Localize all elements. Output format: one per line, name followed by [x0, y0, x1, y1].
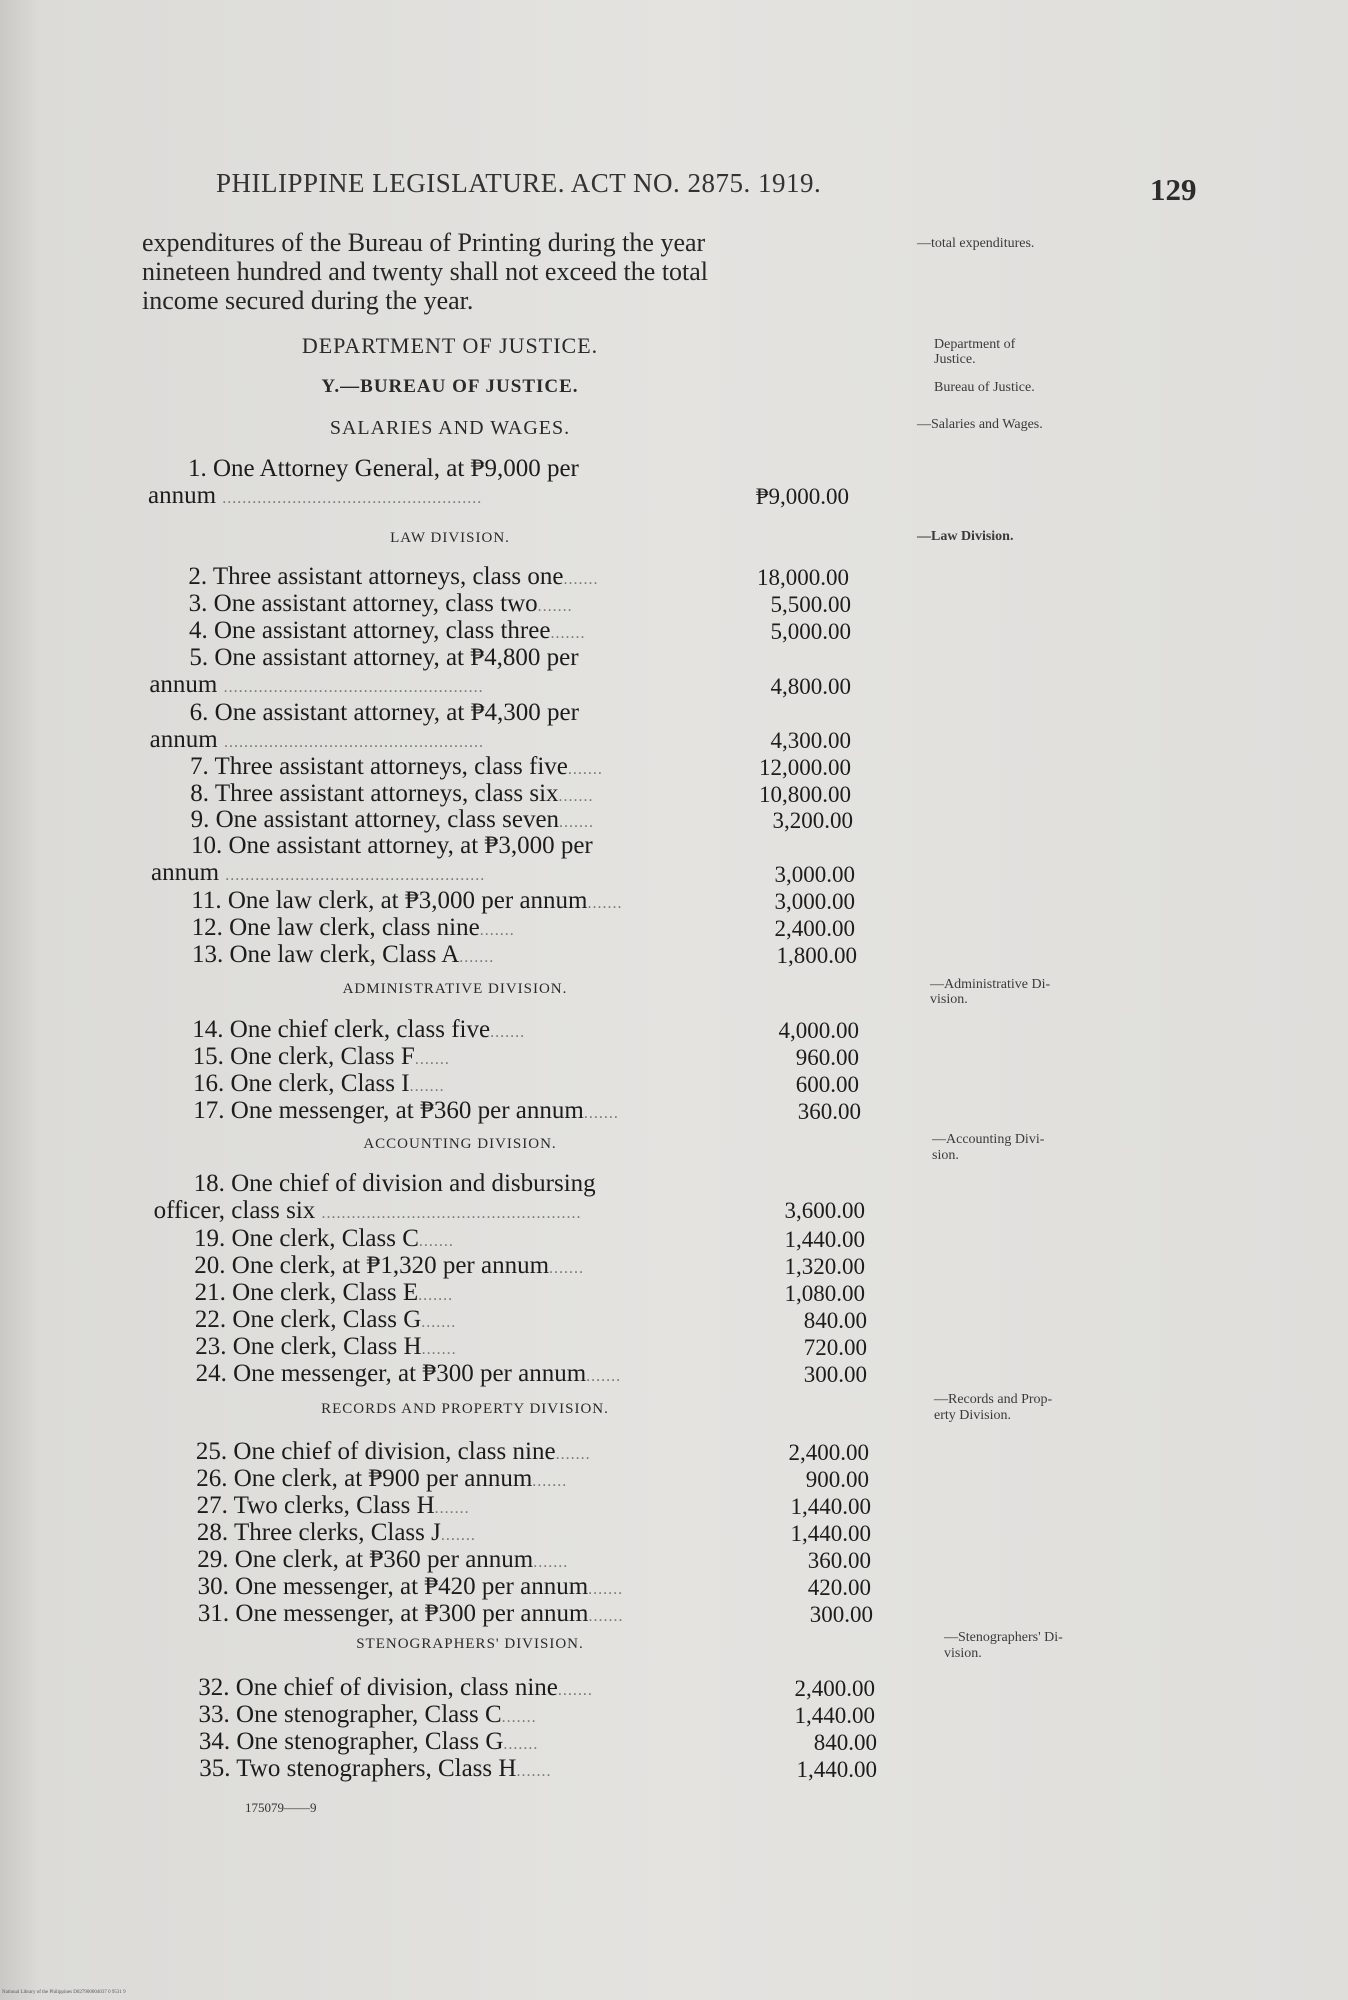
- leader-dots: .......: [409, 1078, 445, 1095]
- leader-dots: .......: [558, 788, 594, 805]
- item-number: 13.: [191, 941, 230, 968]
- item-number: 20.: [194, 1252, 232, 1279]
- item-description: Two clerks, Class H: [233, 1492, 435, 1519]
- item-number: 8.: [190, 780, 215, 807]
- margin-note-bureau: Bureau of Justice.: [934, 380, 1035, 395]
- leader-dots: .......: [550, 625, 586, 642]
- item-number: 28.: [196, 1519, 234, 1546]
- bureau-heading: Y.—BUREAU OF JUSTICE.: [321, 376, 579, 397]
- line-item: [194, 1225, 454, 1255]
- margin-note-stenographers: —Stenographers' Di-: [944, 1630, 1063, 1645]
- leader-dots: .......: [418, 1287, 454, 1304]
- item-amount: 840.00: [813, 1730, 877, 1755]
- line-item: [196, 1438, 591, 1468]
- item-amount: 900.00: [805, 1467, 869, 1492]
- item-description: Three clerks, Class J: [233, 1519, 441, 1546]
- item-amount: 12,000.00: [759, 755, 851, 780]
- item-amount: 720.00: [803, 1335, 867, 1360]
- line-item: [194, 1252, 584, 1282]
- item-description: One assistant attorney, at ₱4,300 per: [214, 699, 579, 726]
- item-description: One clerk, at ₱360 per annum: [234, 1546, 534, 1573]
- line-item: [195, 1306, 456, 1336]
- leader-dots: .......: [501, 1709, 537, 1726]
- line-item: [194, 1170, 596, 1197]
- leader-dots: .......: [421, 1314, 457, 1331]
- item-number: 16.: [192, 1070, 231, 1097]
- line-item: [197, 1546, 568, 1576]
- line-item: [190, 753, 603, 783]
- item-number: 14.: [192, 1016, 230, 1043]
- margin-note-department: Justice.: [934, 352, 976, 367]
- item-description: One clerk, Class I: [230, 1070, 410, 1097]
- item-amount: 1,080.00: [784, 1281, 865, 1306]
- item-amount: 1,440.00: [790, 1494, 871, 1519]
- item-amount: 2,400.00: [774, 916, 855, 941]
- line-item: [199, 1755, 551, 1785]
- item-amount: 420.00: [807, 1575, 871, 1600]
- leader-dots: .......: [434, 1500, 470, 1517]
- item-description: One clerk, Class H: [232, 1333, 422, 1360]
- item-description: Three assistant attorneys, class six: [214, 780, 559, 807]
- line-item: [192, 914, 515, 944]
- item-amount: 360.00: [797, 1099, 861, 1124]
- item-number: 12.: [191, 914, 230, 941]
- signature-code: 175079——9: [245, 1800, 317, 1815]
- leader-dots: .......: [537, 598, 573, 615]
- item-description: One messenger, at ₱300 per annum: [233, 1360, 587, 1387]
- item-number: 18.: [193, 1170, 232, 1197]
- leader-dots: .......: [587, 895, 623, 912]
- leader-dots: .......: [414, 1051, 450, 1068]
- leader-dots: .......: [516, 1763, 552, 1780]
- leader-dots: .......: [421, 1341, 457, 1358]
- line-item: [196, 1465, 567, 1495]
- intro-line: expenditures of the Bureau of Printing during the year: [142, 228, 706, 257]
- item-number: 35.: [199, 1755, 237, 1782]
- records-division-heading: RECORDS AND PROPERTY DIVISION.: [321, 1401, 609, 1417]
- department-heading: DEPARTMENT OF JUSTICE.: [301, 333, 599, 358]
- item-description: One law clerk, class nine: [229, 914, 480, 941]
- archive-caption: National Library of the Philippines D027900004037 0 9531 9: [2, 1990, 126, 1995]
- leader-dots: .......: [588, 1608, 624, 1625]
- item-description: One clerk, Class F: [230, 1043, 415, 1070]
- leader-dots: .......: [555, 1446, 591, 1463]
- line-item: [192, 941, 494, 971]
- margin-note-salaries: —Salaries and Wages.: [917, 417, 1043, 432]
- item-amount: 1,440.00: [784, 1227, 865, 1252]
- leader-dots: .......: [490, 1024, 526, 1041]
- item-description: One messenger, at ₱300 per annum: [235, 1600, 589, 1627]
- item-amount: 1,800.00: [776, 943, 857, 968]
- item-number: 25.: [195, 1438, 234, 1465]
- item-amount: 600.00: [795, 1072, 859, 1097]
- item-number: 6.: [189, 699, 215, 726]
- intro-line: income secured during the year.: [142, 286, 474, 315]
- line-item: [195, 1279, 454, 1309]
- leader-dots: .......: [583, 1105, 619, 1122]
- line-item: [193, 1097, 619, 1127]
- item-description: One law clerk, at ₱3,000 per annum: [227, 887, 588, 914]
- item-number: 9.: [190, 806, 216, 833]
- item-description: One Attorney General, at ₱9,000 per: [213, 455, 579, 482]
- line-item: [195, 1333, 456, 1363]
- item-number: 23.: [195, 1333, 233, 1360]
- item-number: 24.: [195, 1360, 234, 1387]
- leader-dots: .......: [588, 1581, 624, 1598]
- item-amount: 1,440.00: [794, 1703, 875, 1728]
- margin-note-records: —Records and Prop-: [934, 1392, 1053, 1407]
- item-amount: 5,000.00: [770, 619, 851, 644]
- salaries-heading: SALARIES AND WAGES.: [329, 417, 571, 439]
- line-item: [198, 1573, 624, 1603]
- leader-dots: .......: [503, 1736, 539, 1753]
- item-description: One assistant attorney, at ₱3,000 per: [228, 832, 593, 859]
- item-number: 22.: [194, 1306, 233, 1333]
- line-item: [198, 1674, 593, 1704]
- line-item: [189, 590, 573, 620]
- item-number: 21.: [194, 1279, 233, 1306]
- item-description: One chief of division and disbursing: [231, 1170, 596, 1197]
- item-description: One clerk, Class G: [232, 1306, 422, 1333]
- item-description: One chief of division, class nine: [235, 1674, 558, 1701]
- item-description: One clerk, at ₱900 per annum: [233, 1465, 533, 1492]
- line-item: [191, 832, 593, 859]
- item-continuation: annum ....................................................: [149, 726, 484, 753]
- intro-paragraph: [142, 228, 912, 315]
- margin-note-records: erty Division.: [934, 1408, 1011, 1423]
- item-number: 32.: [198, 1674, 236, 1701]
- margin-note-total-expenditures: —total expenditures.: [917, 236, 1035, 251]
- item-amount: 3,000.00: [774, 889, 855, 914]
- margin-note-accounting: —Accounting Divi-: [932, 1132, 1045, 1147]
- page-number: 129: [1150, 172, 1197, 207]
- line-item: [192, 1016, 525, 1046]
- item-number: 4.: [188, 617, 214, 644]
- item-number: 11.: [191, 887, 228, 914]
- leader-dots: .......: [563, 571, 599, 588]
- item-number: 7.: [189, 753, 215, 780]
- leader-dots: .......: [557, 1682, 593, 1699]
- line-item: [197, 1519, 476, 1549]
- item-description: One stenographer, Class C: [236, 1701, 502, 1728]
- margin-note-admin: vision.: [930, 992, 968, 1007]
- item-amount: 1,320.00: [784, 1254, 865, 1279]
- item-continuation: annum ....................................................: [148, 482, 483, 509]
- item-number: 17.: [193, 1097, 231, 1124]
- leader-dots: .......: [567, 761, 603, 778]
- margin-note-law: —Law Division.: [917, 529, 1014, 544]
- line-item: [189, 644, 578, 671]
- item-number: 3.: [188, 590, 214, 617]
- item-description: One chief of division, class nine: [233, 1438, 556, 1465]
- line-item: [199, 1728, 539, 1758]
- item-amount: 4,300.00: [770, 728, 851, 753]
- margin-note-accounting: sion.: [932, 1148, 959, 1163]
- line-item: [193, 1070, 445, 1100]
- item-amount: 360.00: [807, 1548, 871, 1573]
- item-amount: 3,000.00: [774, 862, 855, 887]
- item-description: One clerk, at ₱1,320 per annum: [231, 1252, 550, 1279]
- item-number: 34.: [198, 1728, 237, 1755]
- item-description: One assistant attorney, class seven: [215, 806, 560, 833]
- item-amount: 1,440.00: [796, 1757, 877, 1782]
- item-description: One messenger, at ₱420 per annum: [235, 1573, 589, 1600]
- leader-dots: .......: [586, 1368, 622, 1385]
- item-number: 10.: [190, 832, 229, 859]
- item-description: One clerk, Class E: [232, 1279, 419, 1306]
- item-amount: 960.00: [795, 1045, 859, 1070]
- accounting-division-heading: ACCOUNTING DIVISION.: [363, 1136, 557, 1152]
- item-description: One assistant attorney, class two: [213, 590, 538, 617]
- item-number: 31.: [197, 1600, 236, 1627]
- item-description: One clerk, Class C: [231, 1225, 419, 1252]
- margin-note-department: Department of: [934, 337, 1016, 352]
- item-number: 5.: [189, 644, 215, 671]
- item-amount: 18,000.00: [757, 565, 849, 590]
- running-header: PHILIPPINE LEGISLATURE. ACT NO. 2875. 1919.: [216, 168, 822, 198]
- leader-dots: .......: [559, 814, 595, 831]
- item-description: One assistant attorney, at ₱4,800 per: [214, 644, 579, 671]
- line-item: [197, 1492, 470, 1522]
- item-amount: 4,800.00: [770, 674, 851, 699]
- law-division-heading: LAW DIVISION.: [390, 530, 510, 546]
- line-item: [198, 1600, 624, 1630]
- item-description: One law clerk, Class A: [229, 941, 460, 968]
- item-continuation: annum ....................................................: [150, 859, 486, 886]
- item-description: Two stenographers, Class H: [236, 1755, 517, 1782]
- item-amount: 4,000.00: [778, 1018, 859, 1043]
- item-amount: 2,400.00: [788, 1440, 869, 1465]
- line-item: [188, 563, 598, 593]
- intro-line: nineteen hundred and twenty shall not exceed the total: [142, 257, 709, 286]
- item-number: 30.: [197, 1573, 236, 1600]
- leader-dots: .......: [549, 1260, 585, 1277]
- margin-note-admin: —Administrative Di-: [930, 977, 1051, 992]
- leader-dots: .......: [440, 1527, 476, 1544]
- line-item: [189, 617, 585, 647]
- leader-dots: .......: [459, 949, 495, 966]
- line-item: [196, 1360, 622, 1390]
- item-description: One stenographer, Class G: [236, 1728, 504, 1755]
- leader-dots: .......: [532, 1473, 568, 1490]
- item-number: 1.: [188, 455, 213, 482]
- stenographers-division-heading: STENOGRAPHERS' DIVISION.: [356, 1636, 584, 1652]
- item-number: 15.: [192, 1043, 231, 1070]
- item-amount: 300.00: [809, 1602, 873, 1627]
- item-number: 26.: [196, 1465, 234, 1492]
- admin-division-heading: ADMINISTRATIVE DIVISION.: [342, 981, 568, 997]
- item-amount: 10,800.00: [759, 782, 851, 807]
- item-description: One messenger, at ₱360 per annum: [230, 1097, 584, 1124]
- item-description: One assistant attorney, class three: [213, 617, 551, 644]
- item-amount: 3,600.00: [784, 1198, 865, 1223]
- item-amount: 3,200.00: [772, 808, 853, 833]
- item-number: 19.: [193, 1225, 232, 1252]
- leader-dots: .......: [533, 1554, 569, 1571]
- leader-dots: .......: [479, 922, 515, 939]
- item-continuation: annum ....................................................: [149, 671, 484, 698]
- item-amount: 2,400.00: [794, 1676, 875, 1701]
- item-number: 27.: [196, 1492, 234, 1519]
- item-continuation: officer, class six ....................................................: [153, 1197, 582, 1224]
- margin-note-stenographers: vision.: [944, 1646, 982, 1661]
- leader-dots: .......: [418, 1233, 454, 1250]
- item-number: 2.: [188, 563, 213, 590]
- item-amount: 1,440.00: [790, 1521, 871, 1546]
- line-item: [193, 1043, 450, 1073]
- line-item: [199, 1701, 537, 1731]
- item-amount: 300.00: [803, 1362, 867, 1387]
- item-number: 33.: [198, 1701, 237, 1728]
- item-description: Three assistant attorneys, class one: [212, 563, 564, 590]
- item-description: One chief clerk, class five: [229, 1016, 491, 1043]
- item-amount: 5,500.00: [770, 592, 851, 617]
- item-number: 29.: [197, 1546, 235, 1573]
- line-item: [191, 887, 622, 917]
- line-item: [190, 699, 579, 726]
- item-description: Three assistant attorneys, class five: [214, 753, 568, 780]
- line-item: [188, 455, 579, 482]
- item-amount: ₱9,000.00: [755, 484, 849, 509]
- item-amount: 840.00: [803, 1308, 867, 1333]
